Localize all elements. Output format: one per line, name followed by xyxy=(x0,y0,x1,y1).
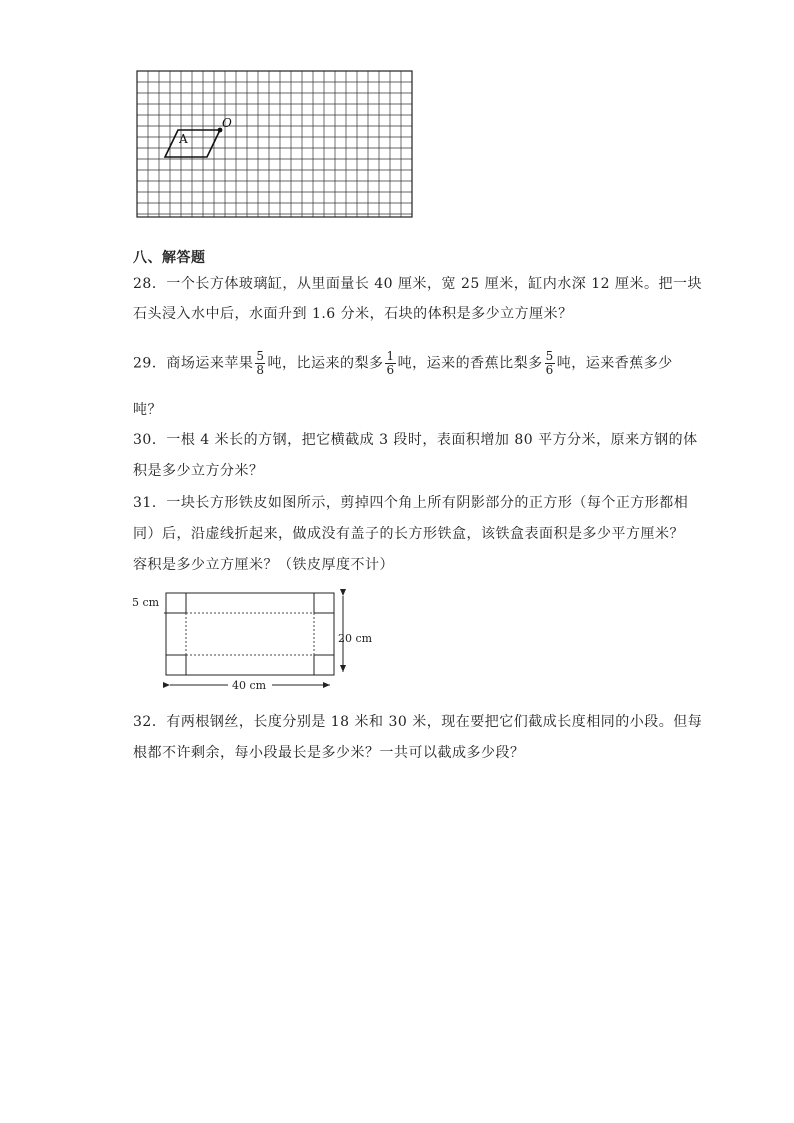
problem-29-text-4: 吨，运来香蕉多少 xyxy=(556,355,673,372)
problem-28-line2: 石头浸入水中后，水面升到 1.6 分米，石块的体积是多少立方厘米？ xyxy=(133,306,573,322)
problem-30-line1: 30．一根 4 米长的方钢，把它横截成 3 段时，表面积增加 80 平方分米，原来方钢的体 xyxy=(133,432,698,448)
fraction-1-6: $\frac{1}{6}$ xyxy=(386,349,395,377)
problem-29-text-3: 吨，运来的香蕉比梨多 xyxy=(397,355,543,372)
problem-29-text-2: 吨，比运来的梨多 xyxy=(267,355,384,372)
problem-31-line3: 容积是多少立方厘米？（铁皮厚度不计） xyxy=(133,557,394,573)
problem-29-line2: 吨？ xyxy=(133,402,162,418)
problem-29-line1 xyxy=(133,350,673,377)
sheet-outline xyxy=(166,593,334,675)
corner-square-bottom-right xyxy=(314,655,334,675)
corner-label: 5 cm xyxy=(132,596,160,609)
width-label: 40 cm xyxy=(232,679,267,692)
parallelogram-a xyxy=(165,130,220,157)
problem-32-line1: 32．有两根钢丝，长度分别是 18 米和 30 米，现在要把它们截成长度相同的小段。但每 xyxy=(133,714,703,730)
height-label: 20 cm xyxy=(338,632,373,645)
fraction-5-6: $\frac{5}{6}$ xyxy=(545,349,554,377)
problem-28-line1: 28．一个长方体玻璃缸，从里面量长 40 厘米，宽 25 厘米，缸内水深 12 厘米。把一块 xyxy=(133,276,702,292)
corner-square-top-right xyxy=(314,593,334,613)
problem-32-line2: 根都不许剩余，每小段最长是多少米？一共可以截成多少段？ xyxy=(133,745,525,761)
grid-figure xyxy=(134,69,416,221)
corner-square-bottom-left xyxy=(166,655,186,675)
corner-square-top-left xyxy=(166,593,186,613)
problem-29-text-1: 29．商场运来苹果 xyxy=(133,355,254,372)
label-a: A xyxy=(179,132,188,146)
problem-31-line1: 31．一块长方形铁皮如图所示，剪掉四个角上所有阴影部分的正方形（每个正方形都相 xyxy=(133,495,689,511)
problem-30-line2: 积是多少立方分米？ xyxy=(133,463,264,479)
section-heading: 八、解答题 xyxy=(133,250,206,266)
fraction-5-8: $\frac{5}{8}$ xyxy=(256,349,265,377)
sheet-figure xyxy=(130,588,390,694)
problem-31-line2: 同）后，沿虚线折起来，做成没有盖子的长方形铁盒，该铁盒表面积是多少平方厘米？ xyxy=(133,526,684,542)
label-o: O xyxy=(222,116,232,130)
